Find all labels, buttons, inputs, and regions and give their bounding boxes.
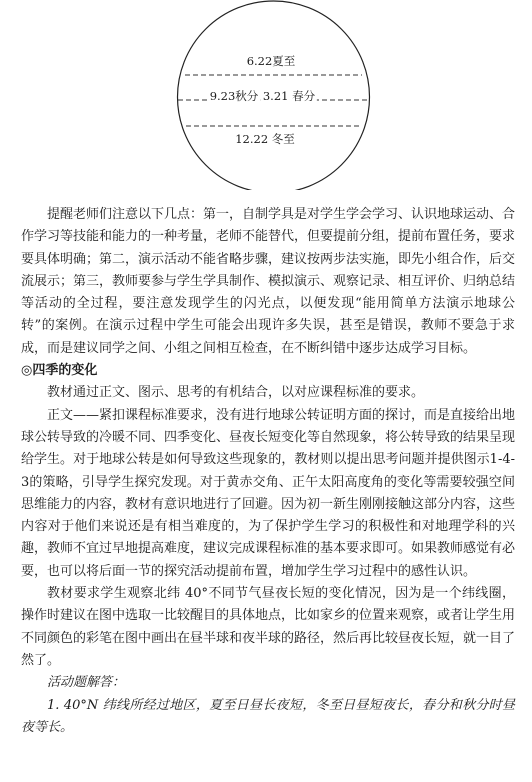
label-spring-equinox: 3.21 春分 <box>262 89 316 103</box>
section-heading-seasons: ◎四季的变化 <box>21 363 98 379</box>
paragraph-observation: 教材要求学生观察北纬 40°不同节气昼夜长短的变化情况，因为是一个纬线圈，操作时建议在图中选取一比较醒目的具体地点，比如家乡的位置来观察，或者让学生用不同颜色的彩笔在图中画出在昼半球和夜半球的路径，然后再比较昼夜长短，就一目了然了。 <box>21 586 516 668</box>
document-body <box>21 204 515 739</box>
label-summer-solstice: 6.22夏至 <box>246 54 296 68</box>
paragraph-intro: 教材通过正文、图示、思考的有机结合，以对应课程标准的要求。 <box>47 385 425 401</box>
paragraph-main-text: 正文——紧扣课程标准要求，没有进行地球公转证明方面的探讨，而是直接给出地球公转导致的冷暖不同、四季变化、昼夜长短变化等自然现象，将公转导致的结果呈现给学生。对于地球公转是如何导致这些现象的，教材则以提出思考问题并提供图示1-4-3的策略，引导学生探究发现。对于黄赤交角、正午太阳高度角的变化等需要较强空间思维能力的内容，教材有意识地进行了回避。因为初一新生刚刚接触这部分内容，这些内容对于他们来说还是有相当难度的，为了保护学生学习的积极性和对地理学科的兴趣，教师不宜过早地提高难度，建议完成课程标准的基本要求即可。如果教师感觉有必要，也可以将后面一节的探究活动提前布置，增加学生学习过程中的感性认识。 <box>21 407 516 579</box>
answer-1: 1. 40°N 纬线所经过地区，夏至日昼长夜短，冬至日昼短夜长，春分和秋分时昼夜等长。 <box>21 697 515 735</box>
activity-answers-heading: 活动题解答： <box>47 675 126 691</box>
globe-diagram <box>0 0 532 190</box>
label-autumn-equinox: 9.23秋分 <box>209 89 259 103</box>
label-winter-solstice: 12.22 冬至 <box>235 132 295 146</box>
paragraph-teacher-notes: 提醒老师们注意以下几点：第一，自制学具是对学生学会学习、认识地球运动、合作学习等技能和能力的一种考量，老师不能替代，但要提前分组，提前布置任务，要求要具体明确；第二，演示活动不能省略步骤，建议按两步法实施，即先小组合作，后交流展示；第三，教师要参与学生学具制作、模拟演示、观察记录、相互评价、归纳总结等活动的全过程，要注意发现学生的闪光点，以便发现“能用简单方法演示地球公转”的案例。在演示过程中学生可能会出现许多失误，甚至是错误，教师不要急于求成，而是建议同学之间、小组之间相互检查，在不断纠错中逐步达成学习目标。 <box>21 207 516 356</box>
